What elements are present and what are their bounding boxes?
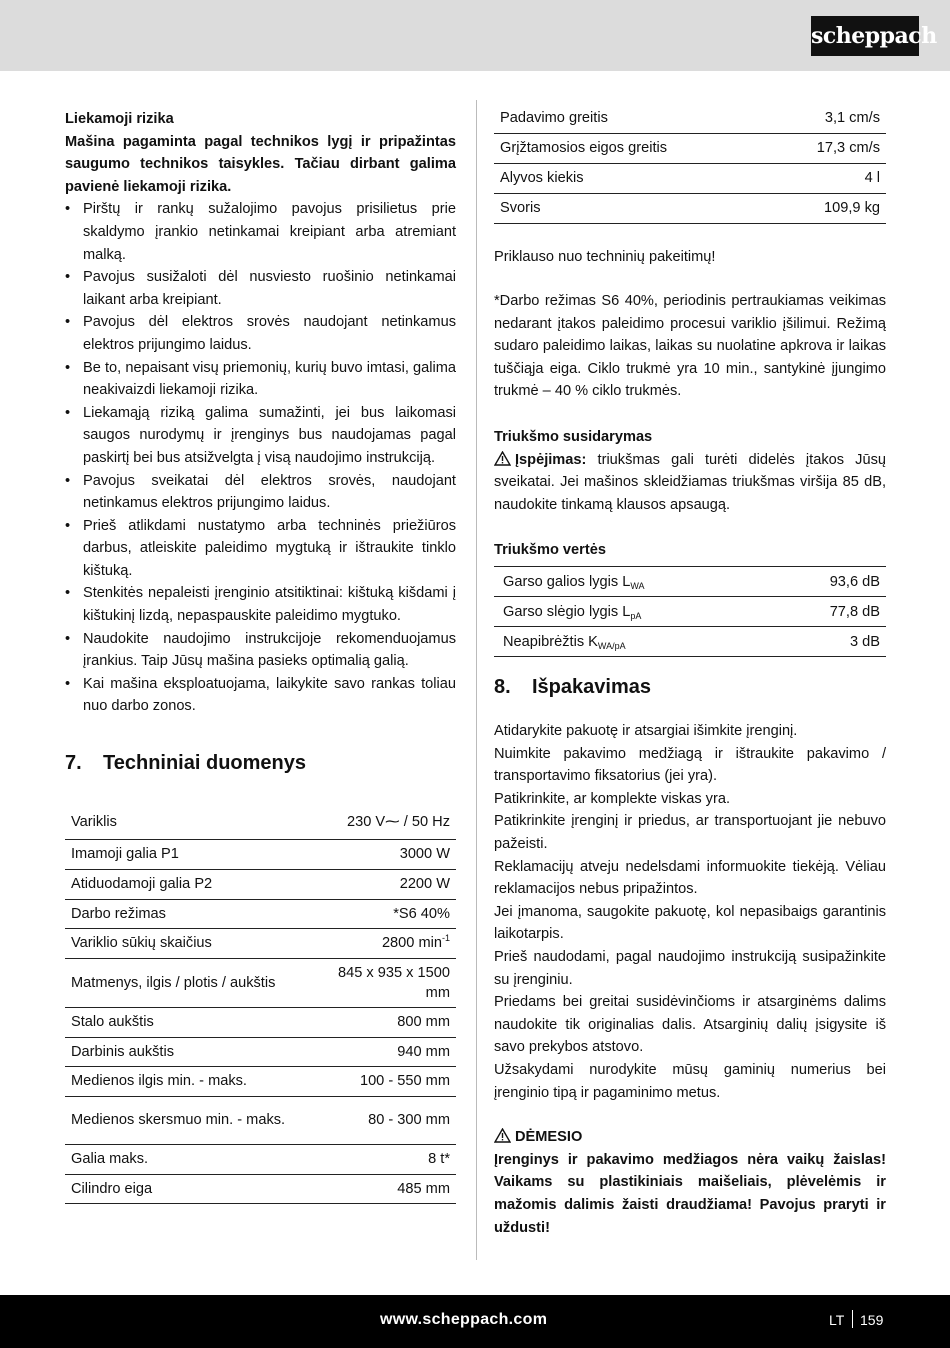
table-row <box>494 597 886 627</box>
table-row <box>65 1066 456 1096</box>
spec-label: Darbinis aukštis <box>65 1037 311 1066</box>
spec-label: Alyvos kiekis <box>494 163 770 193</box>
spec-label: Matmenys, ilgis / plotis / aukštis <box>65 958 311 1007</box>
spec-value: 8 t* <box>311 1144 456 1174</box>
spec-value <box>311 928 456 958</box>
paragraph: Reklamacijų atveju nedelsdami informuokite tiekėją. Vėliau reklamacijos nebus pripažintos. <box>494 858 886 898</box>
section-number: 8. <box>494 676 511 699</box>
residual-risk-list <box>65 198 456 718</box>
spec-label: Atiduodamoji galia P2 <box>65 869 311 899</box>
spec-value: 80 - 300 mm <box>311 1096 456 1144</box>
attention-title <box>494 1126 886 1149</box>
section-title: Techniniai duomenys <box>103 752 306 775</box>
noise-warning-label: Įspėjimas: <box>515 451 587 468</box>
spec-value: 845 x 935 x 1500 mm <box>311 958 456 1007</box>
spec-value: 2200 W <box>311 869 456 899</box>
noise-label-sub: pA <box>630 610 642 621</box>
noise-label <box>494 597 774 627</box>
list-item: • Pavojus susižaloti dėl nusviesto ruošinio netinkamai laikant arba kreipiant. <box>65 266 456 311</box>
paragraph: Patikrinkite įrenginį ir priedus, ar transportuojant jie nebuvo pažeisti. <box>494 813 886 852</box>
footer-separator <box>852 1310 853 1328</box>
spec-value: 109,9 kg <box>770 193 886 223</box>
spec-label: Variklis <box>65 806 311 839</box>
header-bar <box>0 0 950 71</box>
column-divider <box>476 100 477 1260</box>
tech-specs-table <box>65 806 456 1204</box>
left-column <box>65 108 456 1204</box>
table-row <box>494 627 886 657</box>
list-item: • Pirštų ir rankų sužalojimo pavojus prisilietus prie skaldymo įrankio netinkamai kreipiant arba atremiant malką. <box>65 198 456 266</box>
table-row <box>65 1144 456 1174</box>
table-row <box>494 104 886 133</box>
spec-label: Svoris <box>494 193 770 223</box>
table-row <box>65 1007 456 1037</box>
noise-label-sub: WA <box>630 580 645 591</box>
spec-value: 17,3 cm/s <box>770 133 886 163</box>
noise-values-table <box>494 566 886 657</box>
spec-value-text: 2800 min <box>381 935 442 952</box>
residual-risk-title: Liekamoji rizika <box>65 111 174 127</box>
warning-icon <box>494 451 511 466</box>
spec-label: Medienos skersmuo min. - maks. <box>65 1096 311 1144</box>
section-title: Išpakavimas <box>532 676 651 699</box>
spec-value: 800 mm <box>311 1007 456 1037</box>
noise-label-text: Neapibrėžtis K <box>503 633 598 650</box>
paragraph: Nuimkite pakavimo medžiagą ir ištraukite pakavimo / transportavimo fiksatorius (jei yra). <box>494 745 886 785</box>
page-number: 159 <box>860 1312 884 1328</box>
spec-label: Stalo aukštis <box>65 1007 311 1037</box>
section-7-heading <box>65 750 456 776</box>
spec-value-sup: -1 <box>441 933 450 944</box>
list-item: • Liekamąją riziką galima sumažinti, jei bus laikomasi saugos nurodymų ir įrenginys bus naudojamas pagal paskirtį bei bus atsižvelgta į visą naudojimo instrukciją. <box>65 402 456 470</box>
table-row <box>494 133 886 163</box>
spec-value: 3,1 cm/s <box>770 104 886 133</box>
noise-title: Triukšmo susidarymas <box>494 429 653 446</box>
paragraph: Jei įmanoma, saugokite pakuotę, kol nepasibaigs garantinis laikotarpis. <box>494 903 886 943</box>
footer-bar <box>0 1295 950 1348</box>
attention-text: Įrenginys ir pakavimo medžiagos nėra vaikų žaislas! Vaikams su plastikiniais maišeliais, plėvelėmis ir mažomis dalimis žaisti draudžiama! Pavojus praryti ir uždusti! <box>494 1151 886 1236</box>
table-row <box>65 806 456 839</box>
noise-label <box>494 567 774 597</box>
table-row <box>65 899 456 928</box>
table-row <box>65 1096 456 1144</box>
scheppach-logo: scheppach <box>811 16 919 56</box>
spec-label: Variklio sūkių skaičius <box>65 928 311 958</box>
table-row <box>65 928 456 958</box>
attention-title-text: DĖMESIO <box>515 1129 583 1146</box>
noise-warning <box>494 449 886 517</box>
spec-value: 100 - 550 mm <box>311 1066 456 1096</box>
residual-risk-intro: Mašina pagaminta pagal technikos lygį ir pripažintas saugumo technikos taisykles. Tačiau dirbant galima pavienė liekamoji rizika. <box>65 133 456 195</box>
spec-label: Darbo režimas <box>65 899 311 928</box>
noise-label-text: Garso slėgio lygis L <box>503 603 631 620</box>
spec-value: 940 mm <box>311 1037 456 1066</box>
table-row <box>494 567 886 597</box>
table-row <box>65 1174 456 1203</box>
noise-value: 77,8 dB <box>774 597 886 627</box>
list-item: • Prieš atlikdami nustatymo arba techninės priežiūros darbus, atleiskite paleidimo mygtuką ir ištraukite tinklo kištuką. <box>65 515 456 583</box>
subject-to-change-note: Priklauso nuo techninių pakeitimų! <box>494 248 716 265</box>
warning-icon <box>494 1128 511 1143</box>
spec-label: Imamoji galia P1 <box>65 839 311 869</box>
tech-specs-continued-table <box>494 104 886 224</box>
noise-label <box>494 627 774 657</box>
table-row <box>65 1037 456 1066</box>
noise-value: 93,6 dB <box>774 567 886 597</box>
spec-value: *S6 40% <box>311 899 456 928</box>
language-code: LT <box>829 1312 845 1328</box>
paragraph: Prieš naudodami, pagal naudojimo instrukciją susipažinkite su įrenginiu. <box>494 948 886 988</box>
section-8-heading <box>494 674 886 700</box>
spec-value: 485 mm <box>311 1174 456 1203</box>
spec-label: Galia maks. <box>65 1144 311 1174</box>
table-row <box>65 958 456 1007</box>
spec-value: 230 V⁓ / 50 Hz <box>311 806 456 839</box>
paragraph: Užsakydami nurodykite mūsų gaminių numerius bei įrenginio tipą ir pagaminimo metus. <box>494 1061 886 1101</box>
section-number: 7. <box>65 752 82 775</box>
spec-value: 4 l <box>770 163 886 193</box>
noise-label-text: Garso galios lygis L <box>503 573 631 590</box>
paragraph: Priedams bei greitai susidėvinčioms ir atsarginėms dalims naudokite tik originalias dalis. Atsarginių dalių įsigysite iš savo prekybos atstovo. <box>494 994 886 1056</box>
table-row <box>494 193 886 223</box>
list-item: • Kai mašina eksploatuojama, laikykite savo rankas toliau nuo darbo zonos. <box>65 673 456 718</box>
noise-value: 3 dB <box>774 627 886 657</box>
noise-label-sub: WA/pA <box>597 640 626 651</box>
unpacking-text <box>494 720 886 1104</box>
spec-label: Padavimo greitis <box>494 104 770 133</box>
duty-cycle-note: *Darbo režimas S6 40%, periodinis pertraukiamas veikimas nedarant įtakos paleidimo procesui variklio įšilimui. Režimą sudaro paleidimo laikas, laikas su nuolatine apkrova ir laikas tuščiąja eiga. Ciklo trukmė yra 10 min., santykinė įjungimo trukmė – 40 % ciklo trukmės. <box>494 293 886 400</box>
noise-warning-text: triukšmas gali turėti didelės įtakos Jūsų sveikatai. Jei mašinos skleidžiamas triukšmas viršija 85 dB, naudokite tinkamą klausos apsaugą. <box>494 451 886 513</box>
list-item: • Be to, nepaisant visų priemonių, kurių buvo imtasi, galima neakivaizdi liekamoji rizika. <box>65 357 456 402</box>
list-item: • Pavojus dėl elektros srovės naudojant netinkamus elektros prijungimo laidus. <box>65 311 456 356</box>
spec-label: Cilindro eiga <box>65 1174 311 1203</box>
list-item: • Pavojus sveikatai dėl elektros srovės, naudojant netinkamus elektros prijungimo laidus. <box>65 470 456 515</box>
table-row <box>494 163 886 193</box>
table-row <box>65 869 456 899</box>
spec-label: Grįžtamosios eigos greitis <box>494 133 770 163</box>
list-item: • Naudokite naudojimo instrukcijoje rekomenduojamus įrankius. Taip Jūsų mašina pasieks optimalią galią. <box>65 628 456 673</box>
spec-label: Medienos ilgis min. - maks. <box>65 1066 311 1096</box>
website-link[interactable]: www.scheppach.com <box>380 1311 548 1328</box>
paragraph: Atidarykite pakuotę ir atsargiai išimkite įrenginį. <box>494 723 798 740</box>
list-item: • Stenkitės nepaleisti įrenginio atsitiktinai: kištuką kišdami į kištukinį lizdą, nepaspauskite paleidimo mygtuko. <box>65 582 456 627</box>
spec-value: 3000 W <box>311 839 456 869</box>
right-column <box>494 104 886 1239</box>
noise-values-title: Triukšmo vertės <box>494 542 606 559</box>
paragraph: Patikrinkite, ar komplekte viskas yra. <box>494 790 731 807</box>
table-row <box>65 839 456 869</box>
